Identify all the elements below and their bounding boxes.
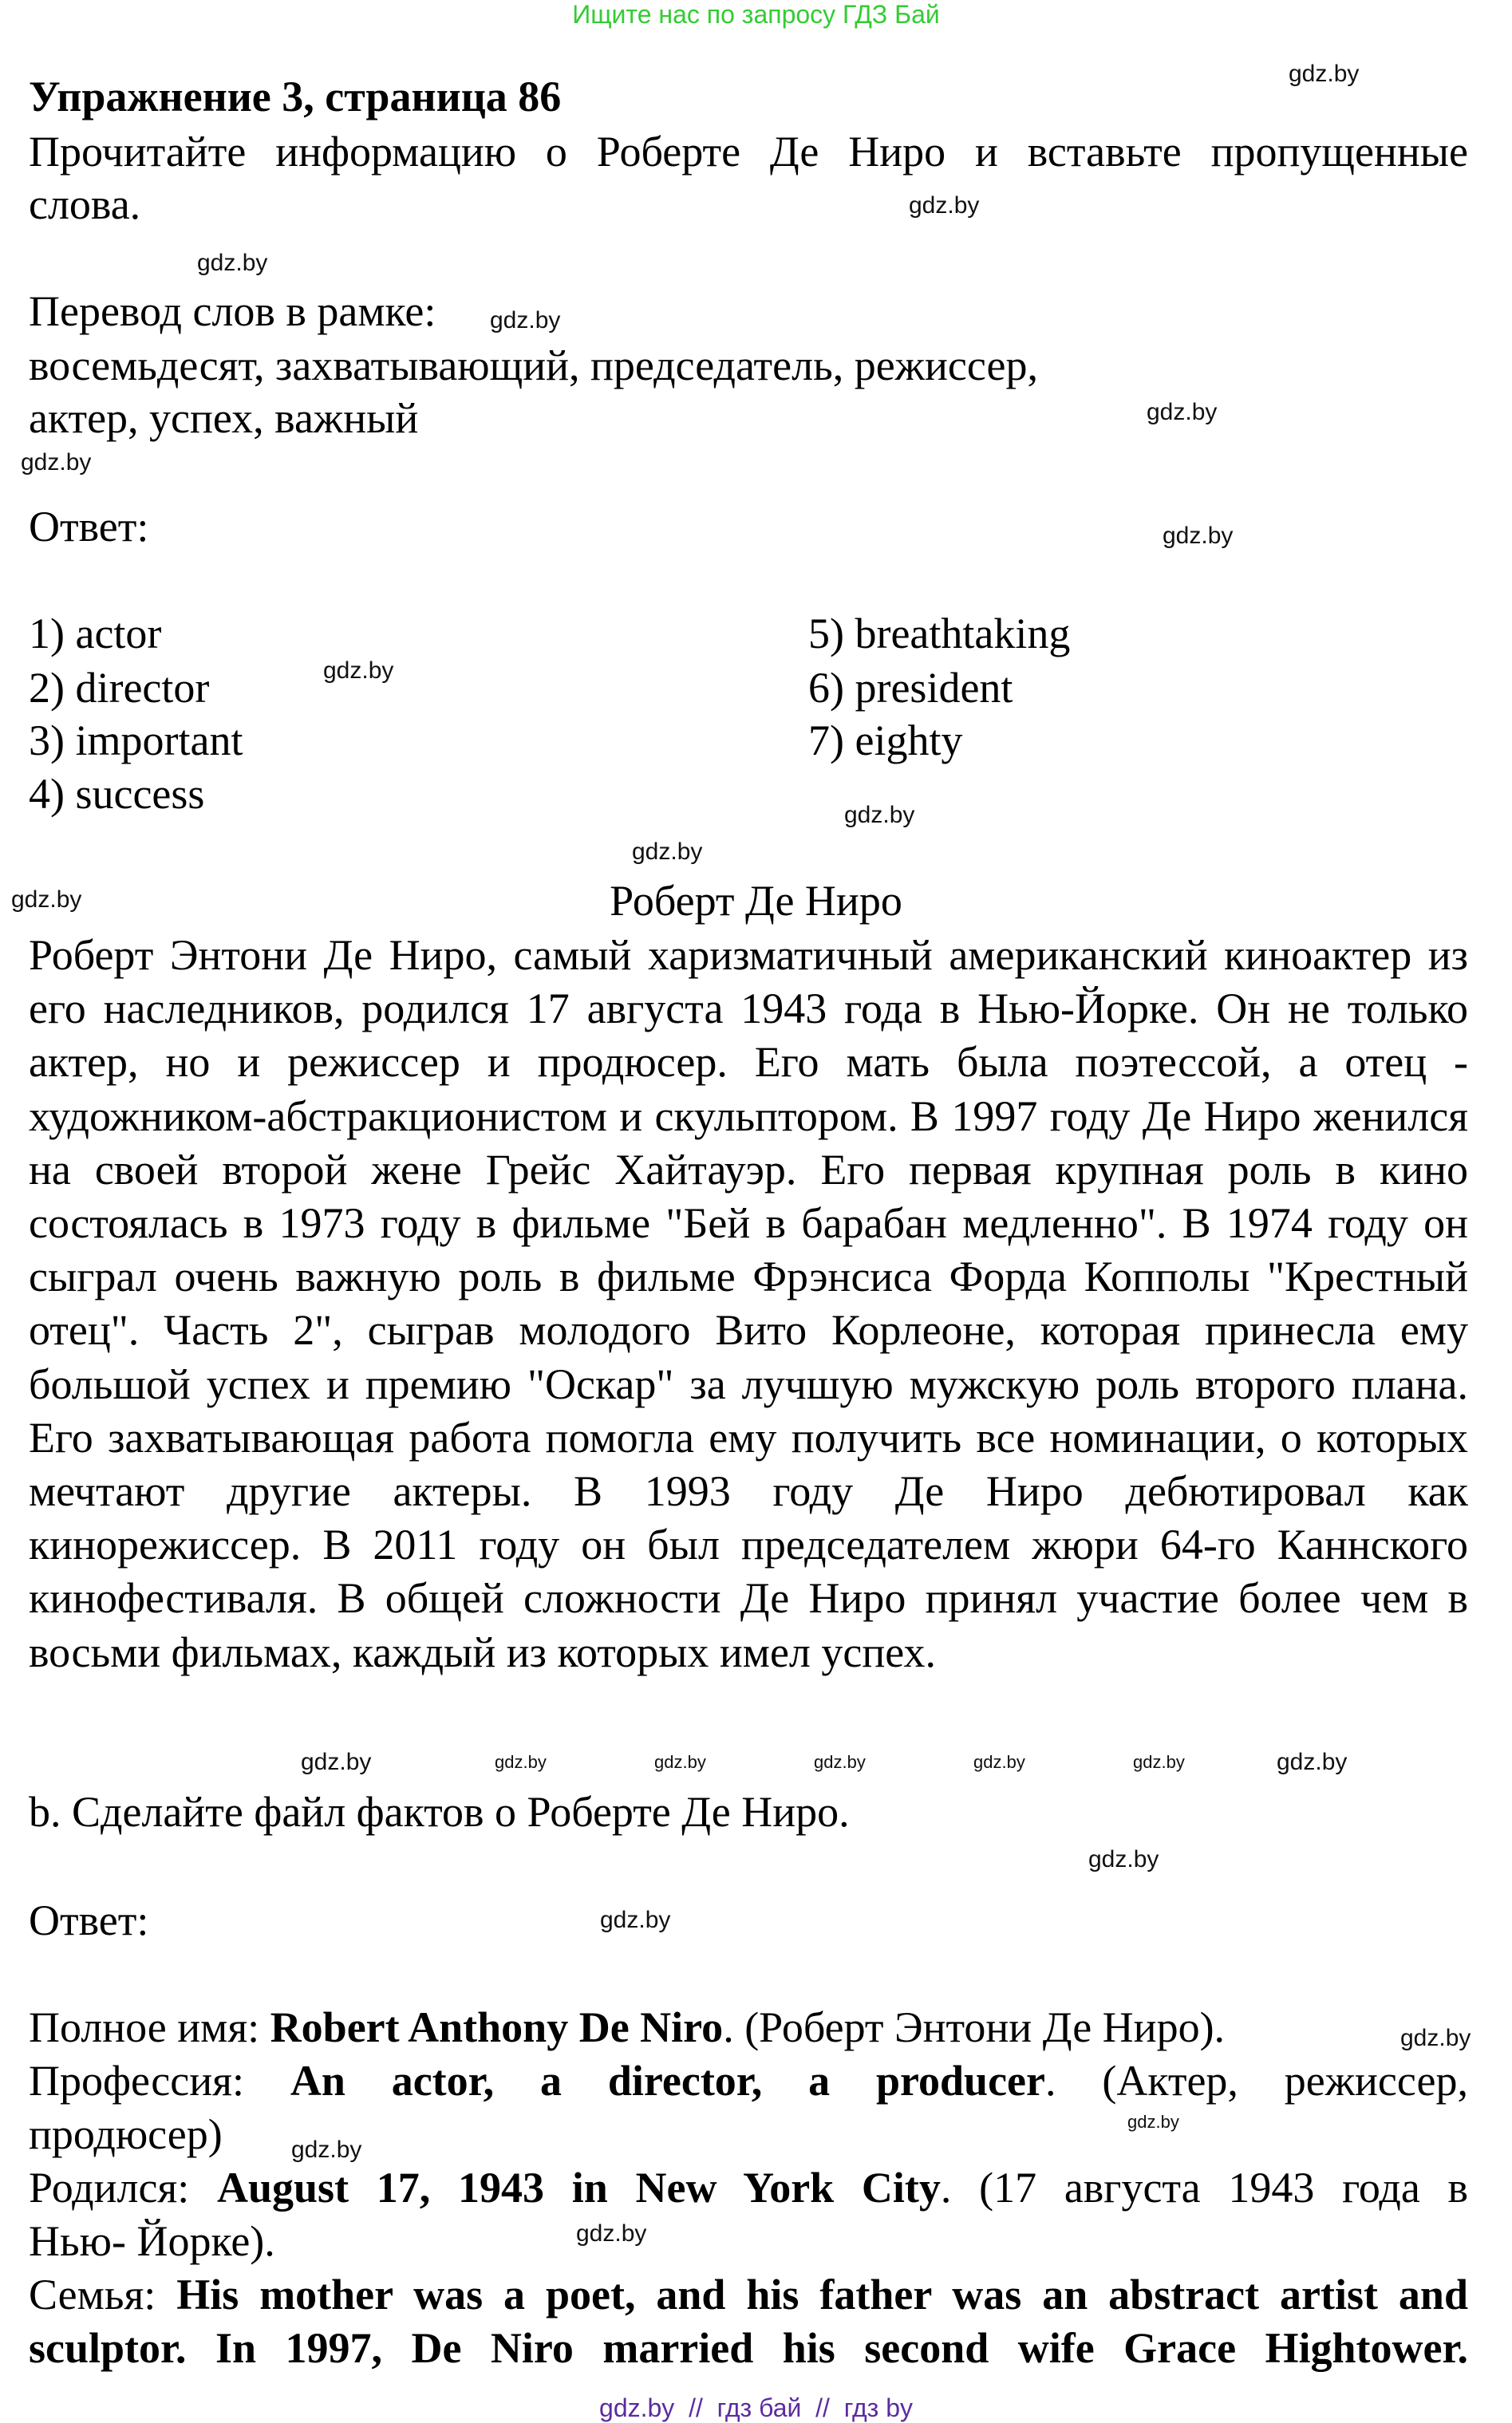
watermark: gdz.by — [654, 1752, 706, 1772]
answer-item: 2) director — [29, 664, 210, 712]
answer-item: 7) eighty — [808, 716, 963, 764]
answer-item: 6) president — [808, 664, 1013, 712]
fact-translation: . (17 августа 1943 года в — [940, 2164, 1469, 2212]
watermark: gdz.by — [197, 250, 268, 276]
instruction-line: Прочитайте информацию о Роберте Де Ниро и вставьте пропущенные — [29, 128, 1468, 176]
fact-label: Родился: — [29, 2164, 190, 2212]
answer-item: 5) breathtaking — [808, 610, 1071, 657]
watermark: gdz.by — [21, 449, 92, 476]
fact-born-cont: Нью- Йорке). — [29, 2217, 275, 2265]
translation-words: восемьдесят, захватывающий, председатель, режиссер, — [29, 341, 1038, 389]
fact-translation: . (Актер, режиссер, — [1045, 2057, 1468, 2105]
watermark: gdz.by — [1133, 1752, 1185, 1772]
fact-label: Полное имя: — [29, 2003, 260, 2051]
text-title: Роберт Де Ниро — [610, 877, 902, 925]
watermark: gdz.by — [576, 2220, 647, 2247]
watermark: gdz.by — [814, 1752, 866, 1772]
fact-full-name — [29, 2001, 1225, 2054]
answer-item: 1) actor — [29, 610, 162, 657]
fact-value: His mother was a poet, and his father was an abstract artist and — [176, 2271, 1468, 2318]
watermark: gdz.by — [600, 1907, 671, 1933]
watermark: gdz.by — [490, 307, 561, 333]
fact-profession-cont: продюсер) — [29, 2110, 223, 2158]
watermark: gdz.by — [323, 657, 394, 684]
fact-value: August 17, 1943 in New York City — [217, 2164, 941, 2212]
translation-label: Перевод слов в рамке: — [29, 287, 436, 335]
page-title: Упражнение 3, страница 86 — [29, 73, 562, 120]
search-banner: Ищите нас по запросу ГДЗ Бай — [572, 0, 940, 29]
watermark: gdz.by — [973, 1752, 1025, 1772]
watermark: gdz.by — [1088, 1846, 1159, 1872]
fact-profession — [29, 2054, 1468, 2108]
watermark: gdz.by — [632, 839, 703, 865]
watermark: gdz.by — [291, 2137, 362, 2163]
watermark: gdz.by — [495, 1752, 547, 1772]
answer-label-b: Ответ: — [29, 1896, 149, 1944]
fact-value: Robert Anthony De Niro — [270, 2003, 724, 2051]
fact-label: Семья: — [29, 2271, 156, 2318]
answer-item: 3) important — [29, 716, 243, 764]
fact-value: An actor, a director, a producer — [290, 2057, 1045, 2105]
footer-links: gdz.by // гдз бай // гдз by — [599, 2393, 913, 2422]
fact-born — [29, 2161, 1468, 2215]
instruction-line: слова. — [29, 180, 141, 228]
watermark: gdz.by — [1147, 399, 1218, 425]
watermark: gdz.by — [301, 1749, 372, 1775]
answer-label: Ответ: — [29, 503, 149, 551]
fact-label: Профессия: — [29, 2057, 244, 2105]
watermark: gdz.by — [1289, 61, 1360, 87]
task-b: b. Сделайте файл фактов о Роберте Де Ниро. — [29, 1788, 850, 1836]
fact-translation: . (Роберт Энтони Де Ниро). — [723, 2003, 1226, 2051]
watermark: gdz.by — [1400, 2025, 1471, 2051]
watermark: gdz.by — [1127, 2112, 1179, 2132]
text-body: Роберт Энтони Де Ниро, самый харизматичный американский киноактер из его наследников, родился 17 августа 1943 года в Нью-Йорке. Он не только актер, но и режиссер и продюсер. Его мать была поэтессой, а отец - художником-абстракционистом и скульптором. В 1997 году Де Ниро женился на своей второй жене Грейс Хайтауэр. Его первая крупная роль в кино состоялась в 1973 году в фильме "Бей в барабан медленно". В 1974 году он сыграл очень важную роль в фильме Фрэнсиса Форда Копполы "Крестный отец". Часть 2", сыграв молодого Вито Корлеоне, которая принесла ему большой успех и премию "Оскар" за лучшую мужскую роль второго плана. Его захватывающая работа помогла ему получить все номинации, о которых мечтают другие актеры. В 1993 году Де Ниро дебютировал как кинорежиссер. В 2011 году он был председателем жюри 64-го Каннского кинофестиваля. В общей сложности Де Ниро принял участие более чем в восьми фильмах, каждый из которых имел успех. — [29, 931, 1468, 1676]
fact-family-cont: sculptor. In 1997, De Niro married his second wife Grace Hightower. — [29, 2324, 1468, 2372]
translation-words: актер, успех, важный — [29, 394, 419, 442]
fact-family — [29, 2268, 1468, 2322]
watermark: gdz.by — [909, 192, 980, 219]
watermark: gdz.by — [1277, 1749, 1348, 1775]
watermark: gdz.by — [1163, 523, 1234, 549]
watermark: gdz.by — [11, 886, 82, 913]
answer-item: 4) success — [29, 770, 205, 818]
watermark: gdz.by — [844, 802, 915, 828]
